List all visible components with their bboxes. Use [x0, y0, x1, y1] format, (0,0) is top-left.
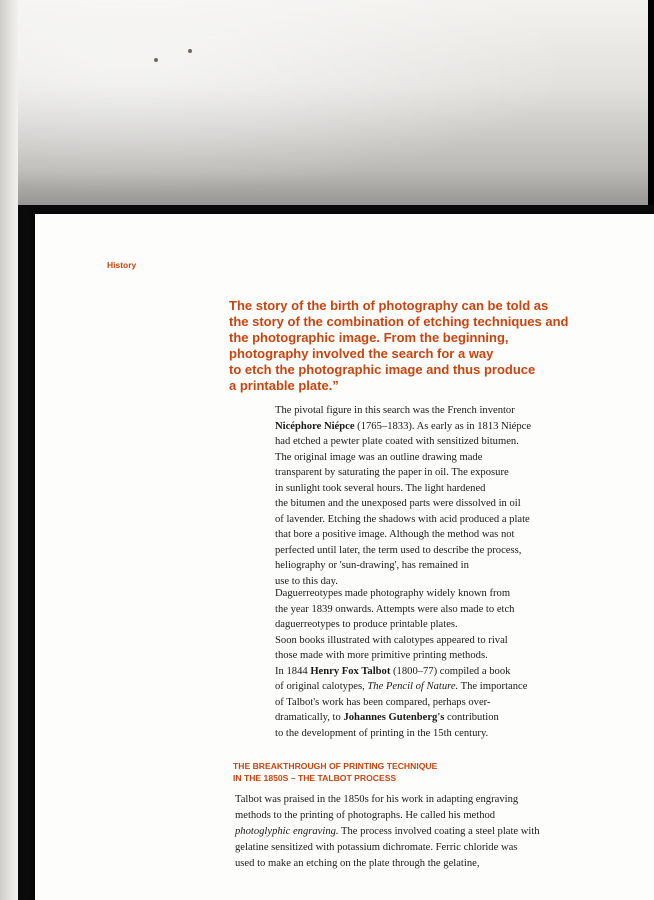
text-line: the bitumen and the unexposed parts were dissolved in oil — [275, 498, 521, 509]
text-line: in sunlight took several hours. The light hardened — [275, 482, 486, 494]
section-label: History — [107, 260, 137, 270]
pull-quote-line: The story of the birth of photography can be told as — [229, 298, 549, 313]
text-line: use to this day. — [275, 575, 338, 587]
book-page — [35, 214, 654, 900]
text-line: those made with more primitive printing methods. — [275, 650, 488, 661]
text-line: Nicéphore Niépce (1765–1833). As early as in 1813 Niépce — [275, 420, 532, 432]
text-line: methods to the printing of photographs. He called his method — [235, 810, 496, 821]
text-line: of lavender. Etching the shadows with acid produced a plate — [275, 513, 530, 525]
section-heading — [233, 760, 437, 784]
dust-speck — [154, 58, 158, 62]
dust-speck — [188, 49, 192, 53]
process-name: photoglyphic engraving. — [235, 826, 339, 837]
text-line: to the development of printing in the 15th century. — [275, 727, 489, 739]
heading-line: THE BREAKTHROUGH OF PRINTING TECHNIQUE — [233, 761, 438, 771]
background-sheet — [2, 0, 648, 215]
pull-quote-line: a printable plate.” — [229, 378, 339, 393]
text-line: daguerreotypes to produce printable plates. — [275, 619, 458, 630]
text-line: The original image was an outline drawing made — [275, 451, 483, 463]
text-line: Soon books illustrated with calotypes appeared to rival — [275, 634, 508, 646]
paragraph-talbot-process — [235, 792, 540, 872]
text-line: had etched a pewter plate coated with sensitized bitumen. — [275, 436, 519, 447]
text-line: used to make an etching on the plate through the gelatine, — [235, 858, 480, 869]
left-edge — [0, 0, 18, 900]
pull-quote-line: the photographic image. From the beginning, — [229, 330, 509, 345]
text-line: perfected until later, the term used to describe the process, — [275, 544, 522, 556]
text-line: of Talbot's work has been compared, perhaps over- — [275, 696, 491, 708]
text-line: The pivotal figure in this search was the French inventor — [275, 405, 515, 416]
text-line: the year 1839 onwards. Attempts were also made to etch — [275, 603, 515, 615]
text-line: Talbot was praised in the 1850s for his work in adapting engraving — [235, 794, 519, 805]
text-line: In 1844 Henry Fox Talbot (1800–77) compiled a book — [275, 665, 511, 677]
paragraph-daguerreotypes — [275, 586, 527, 741]
paragraph-niepce — [275, 403, 531, 589]
text-line: that bore a positive image. Although the method was not — [275, 529, 515, 540]
text-line: Daguerreotypes made photography widely known from — [275, 588, 511, 599]
text-line: heliography or 'sun-drawing', has remained in — [275, 560, 469, 571]
person-name: Henry Fox Talbot — [310, 665, 391, 677]
pull-quote-line: to etch the photographic image and thus produce — [229, 362, 536, 377]
text-line: of original calotypes, The Pencil of Nature. The importance — [275, 681, 528, 692]
text-line: gelatine sensitized with potassium dichromate. Ferric chloride was — [235, 842, 518, 853]
text-line: dramatically, to Johannes Gutenberg's contribution — [275, 712, 499, 723]
pull-quote-line: photography involved the search for a way — [229, 346, 494, 361]
heading-line: IN THE 1850S – THE TALBOT PROCESS — [233, 773, 397, 783]
pull-quote-line: the story of the combination of etching techniques and — [229, 314, 569, 329]
person-name: Nicéphore Niépce — [275, 420, 355, 432]
person-name: Johannes Gutenberg's — [343, 712, 445, 723]
book-title: The Pencil of Nature. — [367, 681, 459, 692]
pull-quote — [229, 298, 609, 394]
text-line: transparent by saturating the paper in oil. The exposure — [275, 467, 509, 478]
text-line: photoglyphic engraving. The process involved coating a steel plate with — [235, 826, 540, 837]
